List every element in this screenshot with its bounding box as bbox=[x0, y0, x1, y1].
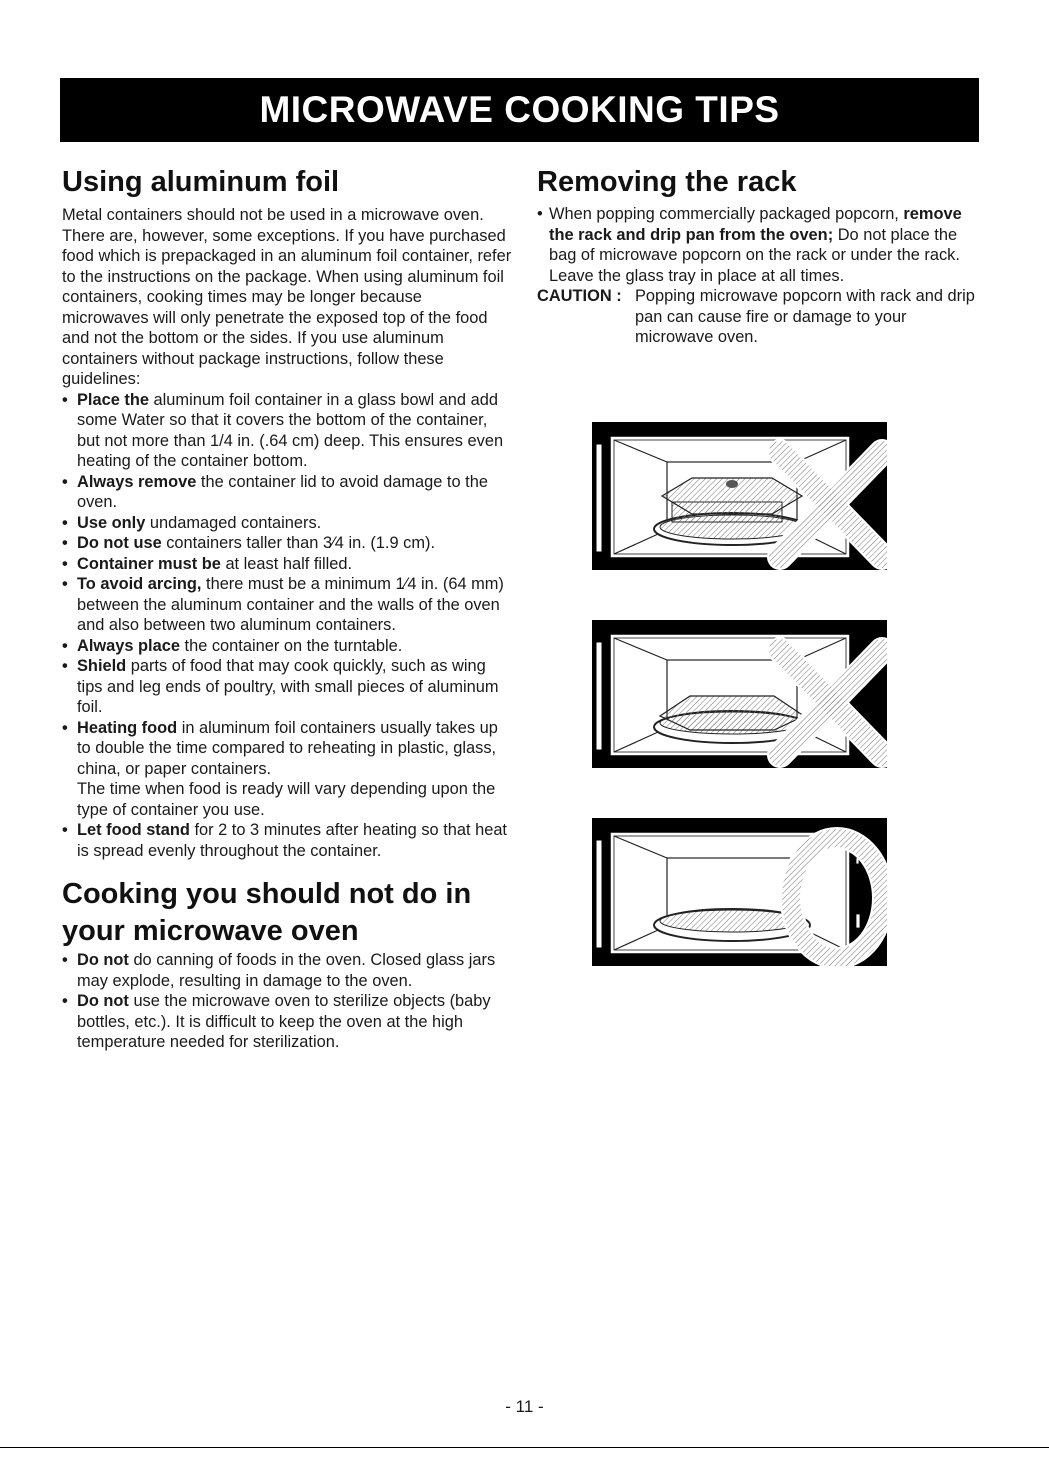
list-item: • Place the aluminum foil container in a glass bowl and add some Water so that it covers the bottom of the container, but not more than 1/4 in. (.64 cm) deep. This ensures even heating of the container bottom. bbox=[62, 390, 504, 470]
list-item: • Let food stand for 2 to 3 minutes after heating so that heat is spread evenly throughout the container. bbox=[62, 821, 507, 860]
list-item: • To avoid arcing, there must be a minimum 1⁄4 in. (64 mm) between the aluminum container and the walls of the oven and also between two aluminum containers. bbox=[62, 575, 504, 634]
list-item: • Shield parts of food that may cook quickly, such as wing tips and leg ends of poultry, with small pieces of aluminum foil. bbox=[62, 657, 499, 716]
right-column bbox=[537, 160, 982, 348]
not-do-heading: Cooking you should not do in your microwave oven bbox=[62, 878, 472, 947]
list-item: • Use only undamaged containers. bbox=[62, 513, 322, 532]
foil-guidelines-list bbox=[62, 390, 512, 862]
list-item: • Always place the container on the turntable. bbox=[62, 636, 403, 655]
page-banner bbox=[60, 78, 979, 142]
rack-heading: Removing the rack bbox=[537, 166, 797, 198]
foil-intro: Metal containers should not be used in a microwave oven. There are, however, some exceptions. If you have purchased food which is prepackaged in an aluminum foil container, refer to the instructions on the package. When using aluminum foil containers, cooking times may be longer because microwaves will only penetrate the exposed top of the food and not the bottom or the sides. If you use aluminum containers without package instructions, follow these guidelines: bbox=[62, 206, 512, 388]
rack-list bbox=[537, 204, 982, 286]
footer-divider bbox=[0, 1447, 1049, 1448]
list-item: • Always remove the container lid to avoid damage to the oven. bbox=[62, 472, 488, 511]
oven-pan-on-turntable-illustration bbox=[592, 620, 887, 768]
caution-label: CAUTION : bbox=[537, 287, 622, 305]
banner-title: MICROWAVE COOKING TIPS bbox=[259, 89, 780, 130]
oven-glass-tray-only-illustration bbox=[592, 818, 887, 966]
not-do-list bbox=[62, 950, 512, 1053]
list-item-note: The time when food is ready will vary depending upon the type of container you use. bbox=[77, 780, 496, 819]
caution-text: Popping microwave popcorn with rack and drip pan can cause fire or damage to your microwave oven. bbox=[635, 287, 975, 346]
list-item: • When popping commercially packaged popcorn, remove the rack and drip pan from the oven; Do not place the bag of microwave popcorn on the rack or under the rack. Leave the glass tray in place at all times. bbox=[537, 205, 962, 285]
list-item: • Container must be at least half filled. bbox=[62, 554, 353, 573]
page-number: - 11 - bbox=[505, 1397, 544, 1416]
foil-heading: Using aluminum foil bbox=[62, 166, 340, 198]
oven-rack-and-pan-illustration bbox=[592, 422, 887, 570]
list-item: • Heating food in aluminum foil containers usually takes up to double the time compared to reheating in plastic, glass, china, or paper containers. The time when food is ready will vary depending upon the type of container you use. bbox=[62, 718, 512, 821]
left-column bbox=[62, 160, 512, 1053]
list-item: • Do not use containers taller than 3⁄4 in. (1.9 cm). bbox=[62, 534, 435, 552]
list-item: • Do not use the microwave oven to sterilize objects (baby bottles, etc.). It is difficult to keep the oven at the high temperature needed for sterilization. bbox=[62, 992, 491, 1051]
caution-note bbox=[537, 286, 982, 348]
list-item: • Do not do canning of foods in the oven. Closed glass jars may explode, resulting in damage to the oven. bbox=[62, 951, 496, 990]
